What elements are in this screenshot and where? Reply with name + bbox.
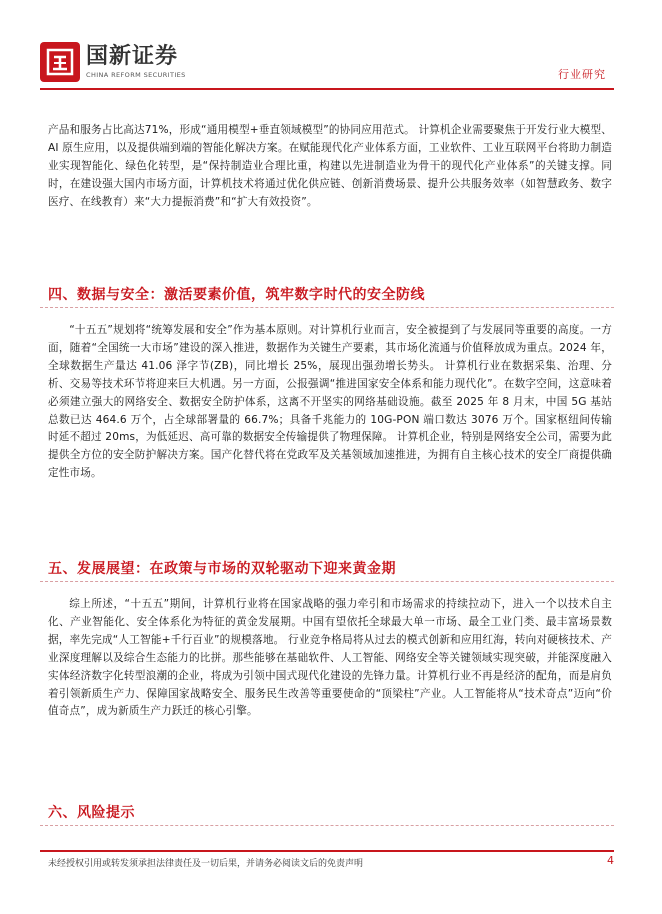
logo-chinese-name: 国新证券 [86,44,179,69]
section-6-divider [40,825,614,826]
body-paragraph-3: 综上所述，“十五五”期间，计算机行业将在国家战略的强力牵引和市场需求的持续拉动下，进入一个以技术自主化、产业智能化、安全体系化为特征的黄金发展期。中国有望依托全球最大单一市场、最全工业门类、最丰富场景数据，率先完成“人工智能+千行百业”的规模落地。 行业竞争格局将从过去的模式创新和应用红海，转向对硬核技术、产业深度理解以及综合生态能力的比拼。那些能够在基础软件、人工智能、网络安全等关键领域实现突破，并能深度融入实体经济数字化转型浪潮的企业，将成为引领中国式现代化建设的先锋力量。计算机行业不再是经济的配角，而是肩负着引领新质生产力、保障国家战略安全、服务民生改善等重要使命的“顶梁柱”产业。人工智能将从“技术奇点”迈向“价值奇点”，成为新质生产力跃迁的核心引擎。 [48,598,612,718]
body-paragraph-2: “十五五”规划将“统筹发展和安全”作为基本原则。对计算机行业而言，安全被提到了与发展同等重要的高度。一方面，随着“全国统一大市场”建设的深入推进，数据作为关键生产要素，其市场化流通与价值释放成为重点。2024 年，全球数据生产量达 41.06 泽字节(ZB)，同比增长 25%，展现出强劲增长势头。 计算机行业在数据采集、治理、分析、交易等技术环节将迎来巨大机遇。另一方面，公报强调“推进国家安全体系和能力现代化”。在数字空间，这意味着必须建立强大的网络安全、数据安全防护体系，这离不开坚实的网络基础设施。截至 2025 年 8 月末，中国 5G 基站总数已达 464.6 万个，占全球部署量的 66.7%；具备千兆能力的 10G-PON 端口数达 3076 万个。国家枢纽间传输时延不超过 20ms，为低延迟、高可靠的数据安全传输提供了物理保障。 计算机企业，特别是网络安全公司，需要为此提供全方位的安全防护解决方案。国产化替代将在党政军及关基领域加速推进，为拥有自主核心技术的安全厂商提供确定性市场。 [48,324,612,480]
logo-english-name: CHINA REFORM SECURITIES [86,71,186,79]
footer-divider [40,850,614,852]
section-4-divider [40,307,614,308]
report-category: 行业研究 [558,68,606,81]
page-header [0,0,662,100]
section-4-title: 四、数据与安全：激活要素价值，筑牢数字时代的安全防线 [48,287,425,303]
logo-mark-icon [40,42,80,82]
section-6-title: 六、风险提示 [48,805,135,821]
header-divider [40,88,614,90]
footer-disclaimer: 未经授权引用或转发须承担法律责任及一切后果，并请务必阅读文后的免责声明 [48,859,364,869]
company-logo [40,42,186,82]
section-5-title: 五、发展展望：在政策与市场的双轮驱动下迎来黄金期 [48,561,396,577]
page-number: 4 [607,854,614,867]
body-paragraph-1: 产品和服务占比高达71%，形成“通用模型+垂直领域模型”的协同应用范式。 计算机企业需要聚焦于开发行业大模型、AI 原生应用，以及提供端到端的智能化解决方案。在赋能现代化产业体系方面，工业软件、工业互联网平台将助力制造业实现智能化、绿色化转型，是“保持制造业合理比重，构建以先进制造业为骨干的现代化产业体系”的关键支撑。同时，在建设强大国内市场方面，计算机技术将通过优化供应链、创新消费场景、提升公共服务效率（如智慧政务、数字医疗、在线教育）来“大力提振消费”和“扩大有效投资”。 [48,124,612,208]
section-5-divider [40,581,614,582]
